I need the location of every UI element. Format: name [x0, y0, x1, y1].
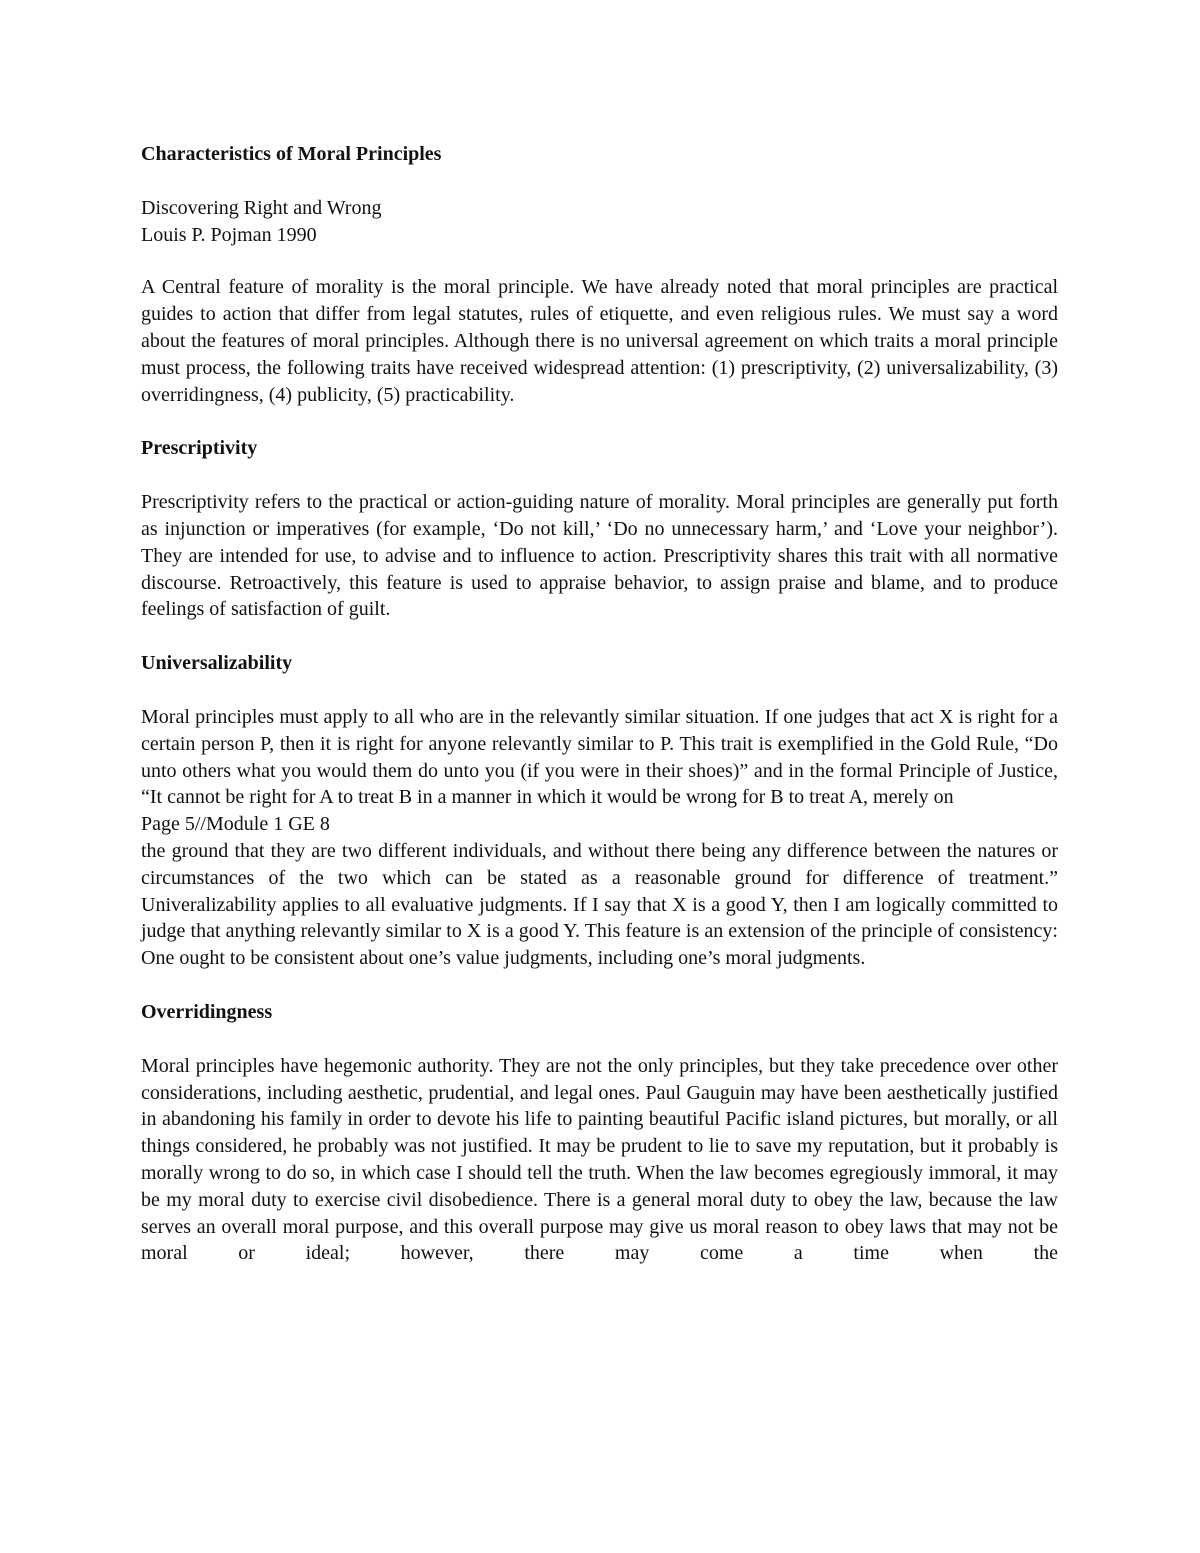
section-heading-prescriptivity: Prescriptivity [141, 437, 258, 460]
document-title: Characteristics of Moral Principles [141, 143, 442, 165]
section-body-universalizability-part1: Moral principles must apply to all who are in the relevantly similar situation. If one judges that act X is right for a certain person P, then it is right for anyone relevantly similar to P. This trait is exemplified in the Gold Rule, “Do unto others what you would them do unto you (if you were in their shoes)” and in the formal Principle of Justice, “It cannot be right for A to treat B in a manner in which it would be wrong for B to treat A, merely on [141, 705, 1058, 809]
author-line: Louis P. Pojman 1990 [141, 223, 317, 246]
section-heading-universalizability: Universalizability [141, 652, 293, 675]
section-body-overridingness: Moral principles have hegemonic authority. They are not the only principles, but they take precedence over other considerations, including aesthetic, prudential, and legal ones. Paul Gauguin may have been aesthetically justified in abandoning his family in order to devote his life to painting beautiful Pacific island pictures, but morally, or all things considered, he probably was not justified. It may be prudent to lie to save my reputation, but it probably is morally wrong to do so, in which case I should tell the truth. When the law becomes egregiously immoral, it may be my moral duty to exercise civil disobedience. There is a general moral duty to obey the law, because the law serves an overall moral purpose, and this overall purpose may give us moral reason to obey laws that may not be moral or ideal; however, there may come a time when the [141, 1054, 1058, 1265]
section-heading-overridingness: Overridingness [141, 1000, 273, 1023]
section-body-prescriptivity: Prescriptivity refers to the practical or action-guiding nature of morality. Moral principles are generally put forth as injunction or imperatives (for example, ‘Do not kill,’ ‘Do no unnecessary harm,’ and ‘Love your neighbor’). They are intended for use, to advise and to influence to action. Prescriptivity shares this trait with all normative discourse. Retroactively, this feature is used to appraise behavior, to assign praise and blame, and to produce feelings of satisfaction of guilt. [141, 491, 1058, 621]
source-title: Discovering Right and Wrong [141, 196, 382, 219]
section-body-universalizability-part2: the ground that they are two different individuals, and without there being any difference between the natures or circumstances of the two which can be stated as a reasonable ground for difference of treatment.” Univeralizability applies to all evaluative judgments. If I say that X is a good Y, then I am logically committed to judge that anything relevantly similar to X is a good Y. This feature is an extension of the principle of consistency: One ought to be consistent about one’s value judgments, including one’s moral judgments. [141, 839, 1058, 970]
document-body [141, 141, 1058, 1294]
page-marker: Page 5//Module 1 GE 8 [141, 813, 330, 836]
intro-paragraph: A Central feature of morality is the moral principle. We have already noted that moral principles are practical guides to action that differ from legal statutes, rules of etiquette, and even religious rules. We must say a word about the features of moral principles. Although there is no universal agreement on which traits a moral principle must process, the following traits have received widespread attention: (1) prescriptivity, (2) universalizability, (3) overridingness, (4) publicity, (5) practicability. [141, 276, 1058, 406]
